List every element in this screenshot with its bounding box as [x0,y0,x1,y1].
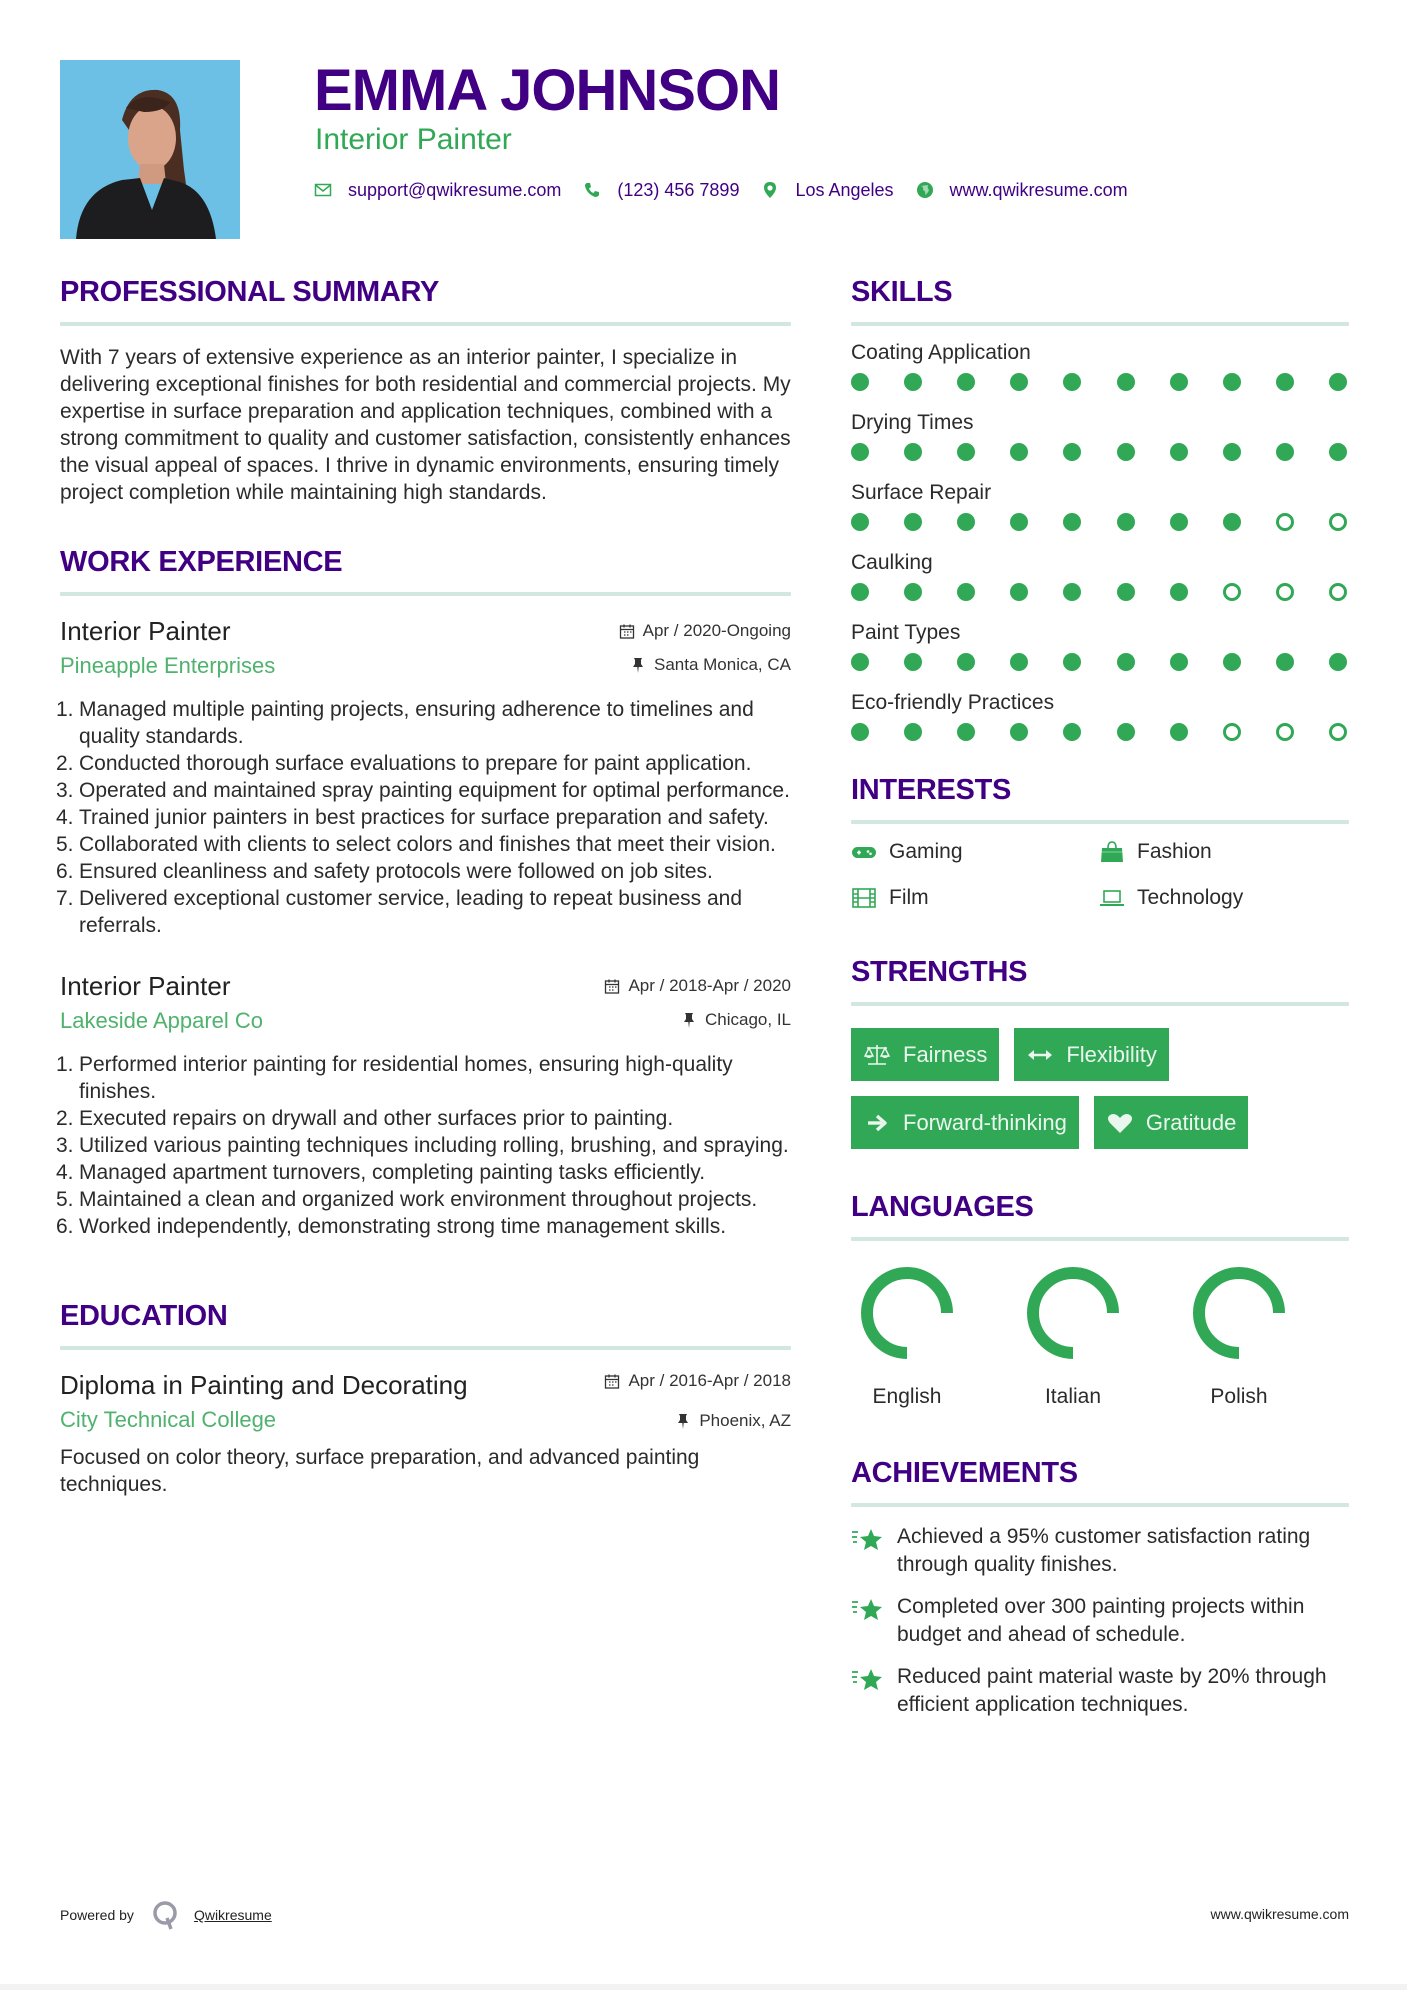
skill-dot-filled [1223,443,1241,461]
skill-dot-filled [1063,723,1081,741]
skill-rating [851,648,1349,676]
skill-dot-filled [957,513,975,531]
section-divider [851,820,1349,824]
list-item: 7. Delivered exceptional customer service, leading to repeat business and referrals. [56,887,743,937]
section-title-achievements: ACHIEVEMENTS [851,1457,1078,1489]
list-item: 6. Ensured cleanliness and safety protocols were followed on job sites. [56,860,713,883]
skill-dot-filled [1329,443,1347,461]
skill-item [851,548,1349,606]
skill-rating [851,508,1349,536]
language-progress-ring [859,1265,955,1361]
shopping-bag-icon [1099,841,1125,863]
job-entry [56,969,791,1240]
school-name: City Technical College [60,1407,277,1432]
skill-dot-filled [904,513,922,531]
section-divider [851,1002,1349,1006]
list-item: 4. Managed apartment turnovers, completing painting tasks efficiently. [56,1161,706,1184]
skill-name: Caulking [851,551,933,574]
achievement-text: Reduced paint material waste by 20% through efficient application techniques. [897,1665,1327,1716]
skill-dot-empty [1276,513,1294,531]
skill-dot-filled [1276,373,1294,391]
skill-dot-empty [1223,583,1241,601]
interest-item [851,884,1099,912]
job-bullets [56,696,791,939]
skill-name: Paint Types [851,621,961,644]
interest-label: Gaming [889,840,963,863]
achievement-item [851,1593,1349,1649]
heart-icon [1106,1111,1134,1135]
job-dates: Apr / 2020-Ongoing [642,621,791,640]
interest-label: Fashion [1137,840,1212,863]
skill-dot-filled [904,653,922,671]
contact-email[interactable] [314,178,561,202]
section-title-education: EDUCATION [60,1300,228,1332]
skill-dot-filled [1117,373,1135,391]
experience-section [56,540,791,1240]
education-location: Phoenix, AZ [699,1411,791,1430]
left-column [56,270,791,1498]
skill-dot-filled [904,583,922,601]
skill-dot-filled [1117,443,1135,461]
skill-dot-filled [1117,583,1135,601]
skill-item [851,338,1349,396]
skill-item [851,478,1349,536]
language-item [1017,1265,1183,1411]
shooting-star-icon [851,1525,885,1555]
footer-website[interactable]: www.qwikresume.com [1210,1906,1349,1922]
language-name: Italian [1044,1385,1102,1408]
skill-dot-filled [1276,443,1294,461]
strength-badge [851,1028,999,1081]
contact-phone[interactable] [583,178,739,202]
strength-badge [851,1096,1079,1149]
qwikresume-logo-icon [152,1900,180,1930]
interests-section [851,768,1349,912]
film-icon [851,887,877,909]
achievement-text: Achieved a 95% customer satisfaction rating through quality finishes. [897,1525,1311,1576]
skill-dot-filled [1170,443,1188,461]
phone-icon [583,181,601,199]
job-dates: Apr / 2018-Apr / 2020 [628,976,791,995]
skill-dot-filled [1010,583,1028,601]
languages-section [851,1185,1349,1411]
interest-item [1099,838,1349,866]
language-progress-ring [1025,1265,1121,1361]
contact-website[interactable] [916,178,1128,202]
strength-label: Gratitude [1145,1109,1237,1135]
skill-dot-filled [904,723,922,741]
contact-website-text[interactable]: www.qwikresume.com [949,180,1128,200]
job-location: Chicago, IL [705,1010,791,1029]
list-item: 1. Managed multiple painting projects, ensuring adherence to timelines and quality standards. [56,698,754,748]
section-title-languages: LANGUAGES [851,1191,1034,1223]
job-location: Santa Monica, CA [653,655,791,674]
skill-dot-filled [1170,723,1188,741]
skill-name: Surface Repair [851,481,992,504]
strength-label: Fairness [903,1041,988,1067]
shooting-star-icon [851,1665,885,1695]
balance-scale-icon [863,1043,891,1067]
section-title-strengths: STRENGTHS [851,956,1028,988]
list-item: 2. Executed repairs on drywall and other surfaces prior to painting. [56,1107,674,1130]
contact-email-text[interactable]: support@qwikresume.com [348,180,562,200]
thumbtack-icon [681,1012,697,1028]
candidate-name: EMMA JOHNSON [314,58,780,123]
section-divider [60,322,791,326]
strength-label: Forward-thinking [903,1109,1067,1135]
laptop-icon [1099,887,1125,909]
skill-rating [851,438,1349,466]
skill-dot-filled [1170,513,1188,531]
skill-dot-filled [851,513,869,531]
language-progress-arc [1199,1273,1279,1353]
thumbtack-icon [630,657,646,673]
arrow-right-icon [863,1111,891,1135]
skill-dot-filled [851,443,869,461]
skill-dot-filled [957,373,975,391]
arrows-horizontal-icon [1026,1043,1054,1067]
section-divider [60,592,791,596]
job-bullets [56,1051,791,1240]
skill-item [851,618,1349,676]
skill-item [851,408,1349,466]
achievement-item [851,1663,1349,1719]
skill-dot-filled [1223,653,1241,671]
section-title-summary: PROFESSIONAL SUMMARY [60,276,440,308]
skill-dot-filled [1063,373,1081,391]
skill-dot-filled [1063,443,1081,461]
achievements-section [851,1451,1349,1719]
degree-title: Diploma in Painting and Decorating [60,1370,468,1400]
contact-location-text: Los Angeles [795,180,894,200]
skill-dot-filled [851,723,869,741]
strength-badge [1014,1028,1168,1081]
skill-dot-filled [1010,513,1028,531]
job-title: Interior Painter [60,971,231,1001]
profile-photo [60,60,240,239]
skill-dot-filled [957,723,975,741]
skill-dot-empty [1329,513,1347,531]
language-name: English [872,1385,942,1408]
language-name: Polish [1210,1385,1268,1408]
skill-rating [851,368,1349,396]
summary-section [60,270,791,506]
skill-name: Drying Times [851,411,974,434]
skill-dot-empty [1329,583,1347,601]
skill-dot-filled [904,443,922,461]
skill-dot-filled [1117,723,1135,741]
portrait-image [60,60,240,239]
skill-dot-filled [1223,373,1241,391]
list-item: 5. Collaborated with clients to select colors and finishes that meet their vision. [56,833,776,856]
section-title-interests: INTERESTS [851,774,1012,806]
skill-dot-filled [1063,583,1081,601]
skill-dot-filled [1063,513,1081,531]
skill-dot-empty [1223,723,1241,741]
language-progress-arc [1033,1273,1113,1353]
education-entry [60,1368,791,1498]
gamepad-icon [851,841,877,863]
envelope-icon [314,181,332,199]
skills-section [851,270,1349,746]
skill-dot-filled [1063,653,1081,671]
qwikresume-link[interactable]: Qwikresume [193,1907,272,1923]
strength-label: Flexibility [1066,1041,1157,1067]
skill-dot-empty [1276,583,1294,601]
powered-by-text: Powered by [60,1907,134,1923]
skill-dot-filled [904,373,922,391]
skill-dot-filled [1170,583,1188,601]
skill-dot-filled [1117,653,1135,671]
skill-dot-filled [1170,373,1188,391]
job-company: Lakeside Apparel Co [60,1008,264,1033]
calendar-icon [604,1373,620,1389]
job-title: Interior Painter [60,616,231,646]
page-bottom-edge [0,1984,1407,1990]
language-progress-ring [1191,1265,1287,1361]
skill-item [851,688,1349,746]
thumbtack-icon [675,1413,691,1429]
section-divider [851,1503,1349,1507]
calendar-icon [604,978,620,994]
list-item: 4. Trained junior painters in best practices for surface preparation and safety. [56,806,769,829]
list-item: 5. Maintained a clean and organized work environment throughout projects. [56,1188,758,1211]
education-description: Focused on color theory, surface preparation, and advanced painting techniques. [60,1446,700,1496]
language-item [1183,1265,1349,1411]
skill-dot-filled [851,653,869,671]
section-title-experience: WORK EXPERIENCE [60,546,343,578]
skill-dot-filled [1010,373,1028,391]
list-item: 3. Utilized various painting techniques including rolling, brushing, and spraying. [56,1134,789,1157]
skill-dot-filled [851,373,869,391]
list-item: 3. Operated and maintained spray painting equipment for optimal performance. [56,779,790,802]
skill-dot-filled [851,583,869,601]
summary-text: With 7 years of extensive experience as an interior painter, I specialize in delivering exceptional finishes for both residential and commercial projects. My expertise in surface preparation and application techniques, combined with a strong commitment to quality and customer satisfaction, consistently enhances the visual appeal of spaces. I thrive in dynamic environments, ensuring timely project completion while maintaining high standards. [60,346,791,504]
interest-label: Technology [1137,886,1244,909]
list-item: 1. Performed interior painting for residential homes, ensuring high-quality finishes. [56,1053,733,1103]
candidate-title: Interior Painter [315,123,512,156]
skill-name: Eco-friendly Practices [851,691,1055,714]
list-item: 6. Worked independently, demonstrating strong time management skills. [56,1215,727,1238]
achievement-text: Completed over 300 painting projects within budget and ahead of schedule. [897,1595,1305,1646]
contact-phone-text[interactable]: (123) 456 7899 [617,180,740,200]
skill-dot-filled [1170,653,1188,671]
skills-list [851,338,1349,746]
section-divider [851,1237,1349,1241]
skill-dot-filled [1010,723,1028,741]
skill-dot-filled [1010,443,1028,461]
language-item [851,1265,1017,1411]
interest-label: Film [889,886,929,909]
skill-dot-filled [957,653,975,671]
skill-rating [851,578,1349,606]
education-section [60,1294,791,1498]
strengths-section [851,950,1349,1149]
shooting-star-icon [851,1595,885,1625]
skill-dot-empty [1276,723,1294,741]
skill-dot-filled [1329,373,1347,391]
skill-dot-filled [957,583,975,601]
calendar-icon [619,623,635,639]
language-progress-arc [867,1273,947,1353]
map-marker-icon [761,181,779,199]
skill-dot-filled [1329,653,1347,671]
section-divider [851,322,1349,326]
strength-badge [1094,1096,1249,1149]
list-item: 2. Conducted thorough surface evaluations to prepare for paint application. [56,752,752,775]
skill-dot-filled [1223,513,1241,531]
skill-dot-empty [1329,723,1347,741]
section-title-skills: SKILLS [851,276,953,308]
skill-dot-filled [1276,653,1294,671]
globe-icon [916,181,934,199]
job-company: Pineapple Enterprises [60,653,276,678]
skill-dot-filled [1117,513,1135,531]
skill-name: Coating Application [851,341,1031,364]
skill-dot-filled [957,443,975,461]
footer-powered-by [60,1900,272,1930]
education-dates: Apr / 2016-Apr / 2018 [628,1371,791,1390]
achievement-item [851,1523,1349,1579]
interest-item [1099,884,1349,912]
interest-item [851,838,1099,866]
contact-location [761,178,893,202]
skill-rating [851,718,1349,746]
section-divider [60,1346,791,1350]
contact-row [314,178,1150,202]
skill-dot-filled [1010,653,1028,671]
job-entry [56,614,791,939]
right-column [851,270,1349,1733]
